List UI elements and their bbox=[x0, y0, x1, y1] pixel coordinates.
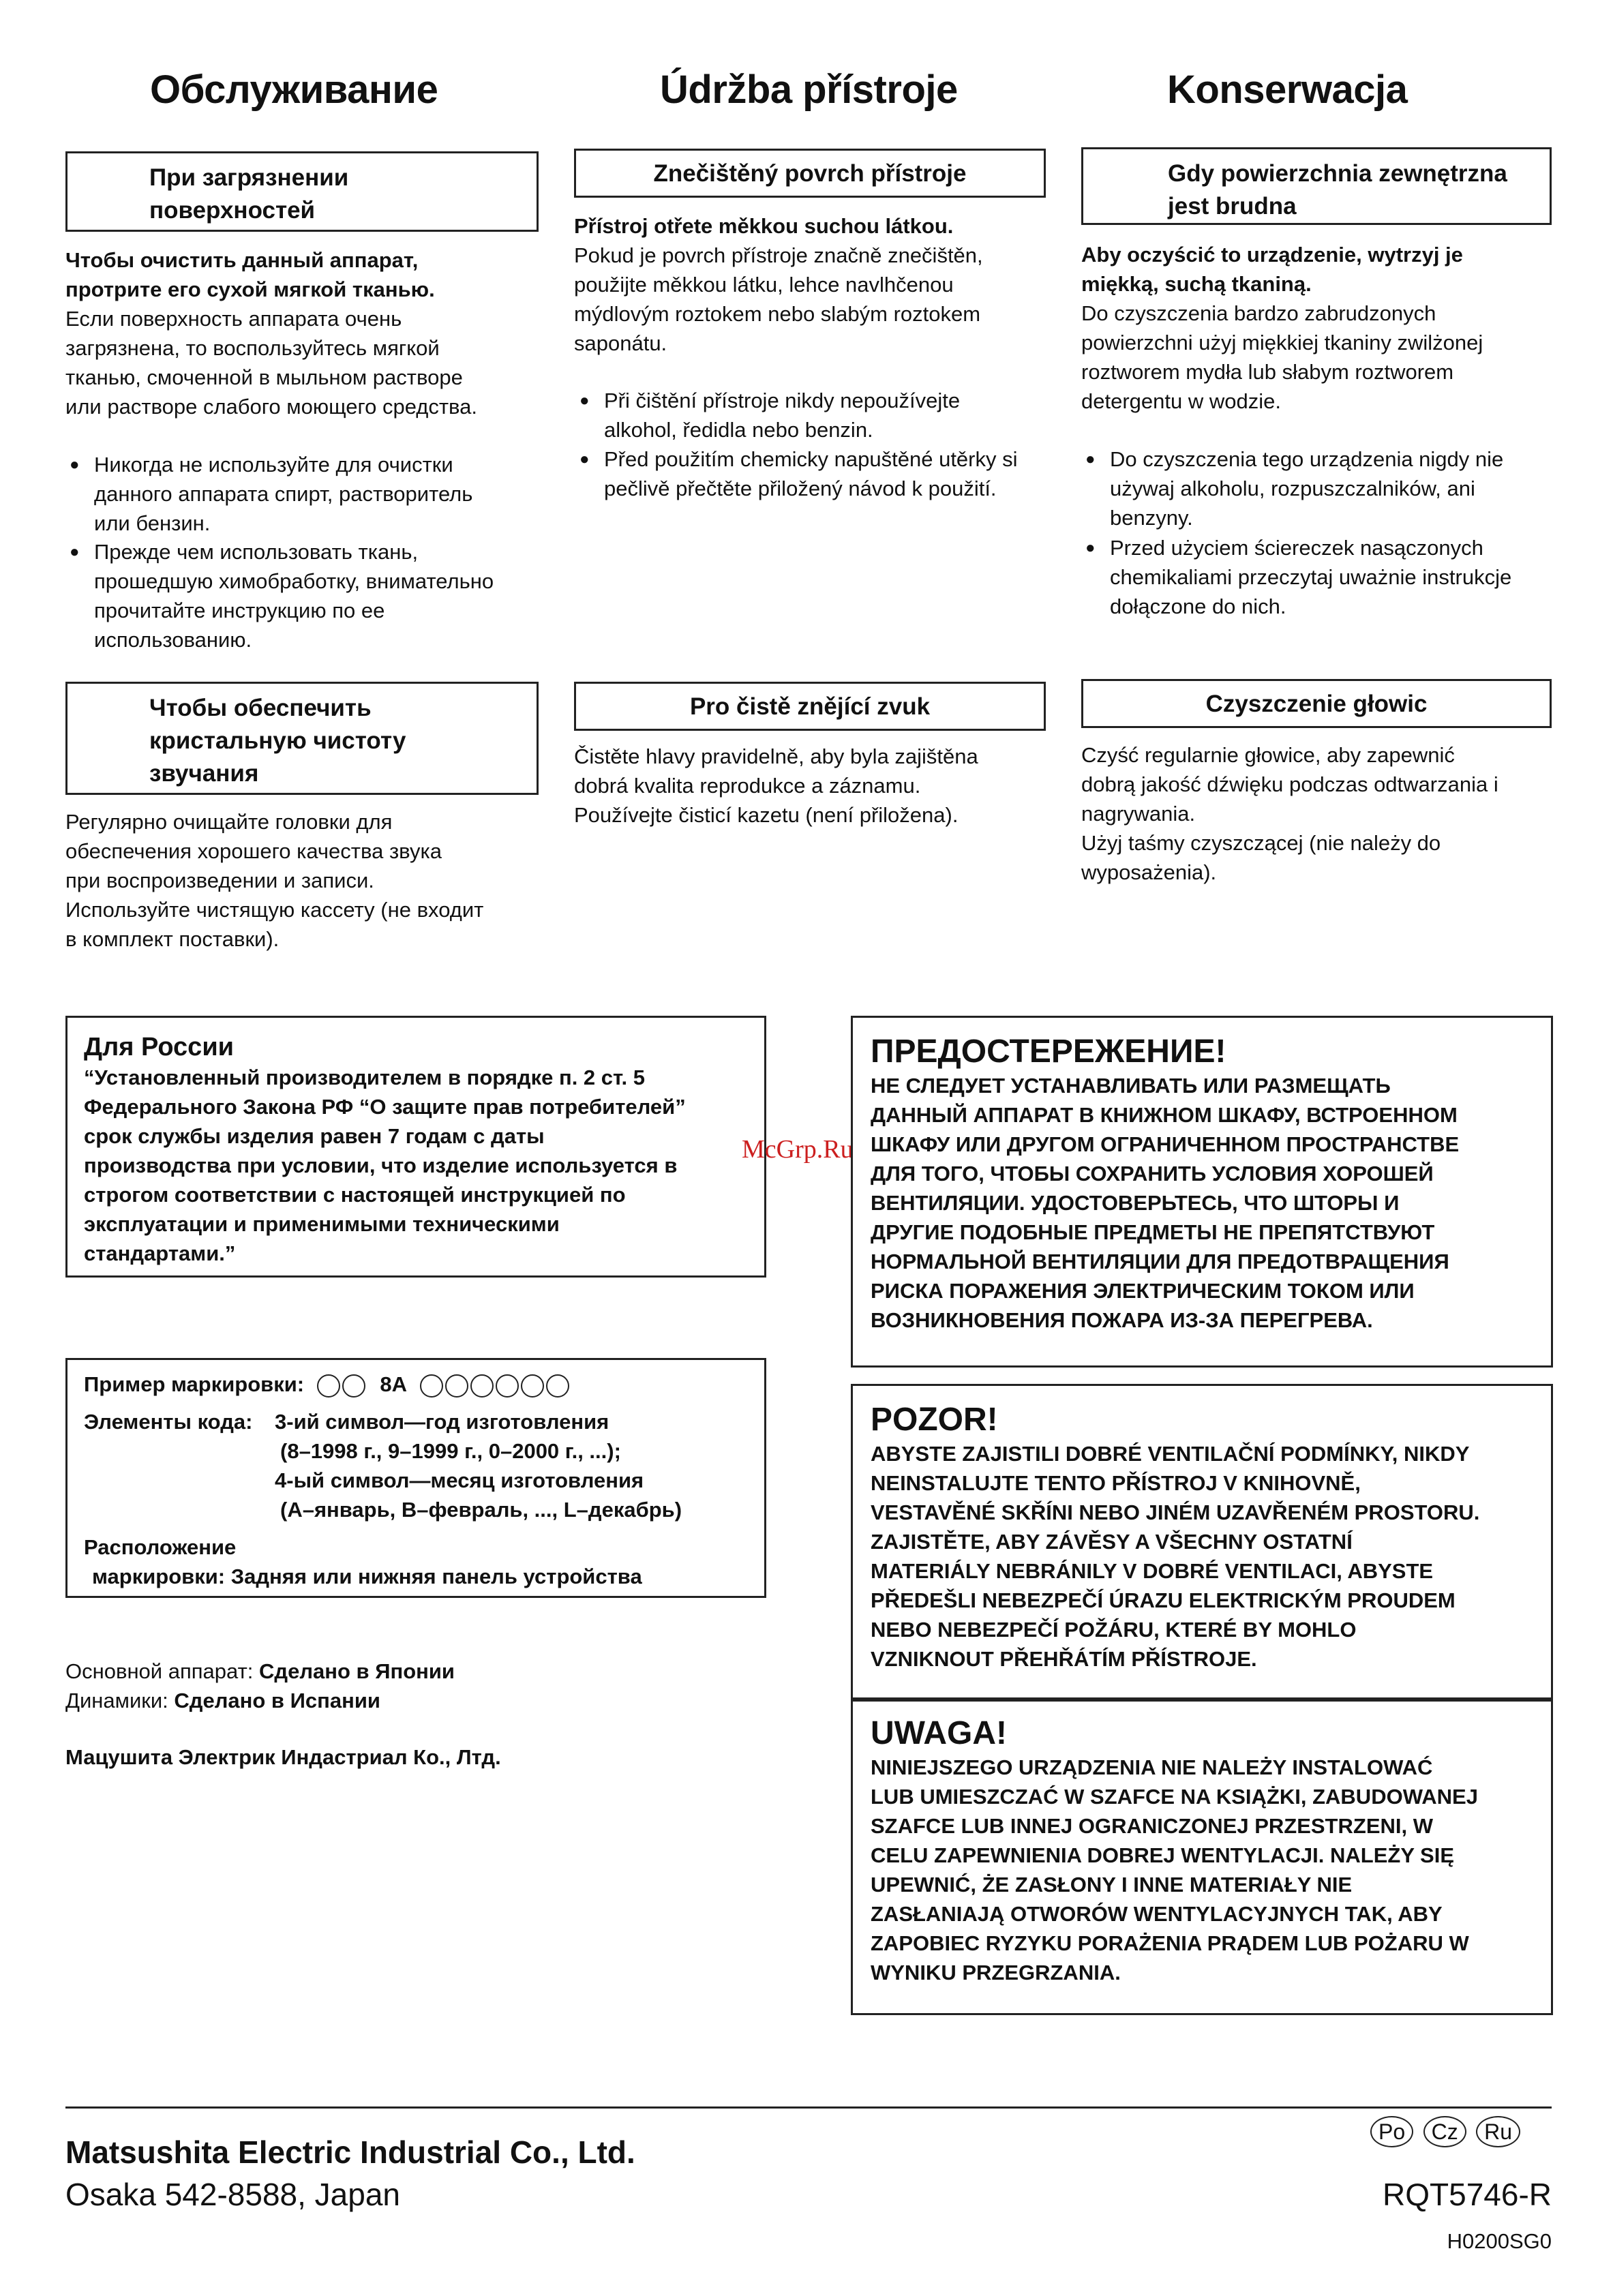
origin-speakers: Динамики: Сделано в Испании bbox=[65, 1689, 380, 1712]
ru-surface-box-line2: поверхностей bbox=[149, 197, 316, 224]
pl-heads-body: Czyść regularnie głowice, aby zapewnić dobrą jakość dźwięku podczas odtwarzania i nagrywania. Użyj taśmy czyszczącej (nie należy do wyposażenia). bbox=[1081, 743, 1498, 884]
marking-box bbox=[65, 1358, 766, 1598]
ru-body: Если поверхность аппарата очень загрязнена, то воспользуйтесь мягкой тканью, смоченной в мыльном растворе или растворе слабого моющего средства. bbox=[65, 307, 478, 419]
ru-heads-body: Регулярно очищайте головки для обеспечения хорошего качества звука при воспроизведении и записи. Используйте чистящую кассету (не входит в комплект поставки). bbox=[65, 810, 484, 951]
origin-main: Основной аппарат: Сделано в Японии bbox=[65, 1659, 455, 1683]
lang-badge-po: Po bbox=[1370, 2116, 1413, 2147]
cz-heads-box: Pro čistě znějící zvuk bbox=[574, 682, 1046, 731]
title-ru: Обслуживание bbox=[150, 67, 438, 112]
warning-cz bbox=[851, 1384, 1553, 1702]
warning-ru-text: НЕ СЛЕДУЕТ УСТАНАВЛИВАТЬ ИЛИ РАЗМЕЩАТЬ ДАННЫЙ АППАРАТ В КНИЖНОМ ШКАФУ, ВСТРОЕННОМ ШКАФУ ИЛИ ДРУГОМ ОГРАНИЧЕННОМ ПРОСТРАНСТВЕ ДЛЯ ТОГО, ЧТОБЫ СОХРАНИТЬ УСЛОВИЯ ХОРОШЕЙ ВЕНТИЛЯЦИИ. УДОСТОВЕРЬТЕСЬ, ЧТО ШТОРЫ И ДРУГИЕ ПОДОБНЫЕ ПРЕДМЕТЫ НЕ ПРЕПЯТСТВУЮТ НОРМАЛЬНОЙ ВЕНТИЛЯЦИИ ДЛЯ ПРЕДОТВРАЩЕНИЯ РИСКА ПОРАЖЕНИЯ ЭЛЕКТРИЧЕСКИМ ТОКОМ ИЛИ ВОЗНИКНОВЕНИЯ ПОЖАРА ИЗ-ЗА ПЕРЕГРЕВА. bbox=[871, 1074, 1460, 1332]
warning-ru bbox=[851, 1016, 1553, 1368]
cz-surface-box: Znečištěný povrch přístroje bbox=[574, 149, 1046, 198]
company-ru: Мацушита Электрик Индастриал Ко., Лтд. bbox=[65, 1745, 501, 1769]
cz-lead: Přístroj otřete měkkou suchou látkou. bbox=[574, 214, 954, 238]
pl-bullet-1: ● Do czyszczenia tego urządzenia nigdy nie używaj alkoholu, rozpuszczalników, ani benzyny. bbox=[1085, 444, 1580, 532]
ru-heads-box: Чтобы обеспечить кристальную чистоту звучания bbox=[65, 682, 539, 795]
cz-heads-body: Čistěte hlavy pravidelně, aby byla zajištěna dobrá kvalita reprodukce a záznamu. Používejte čisticí kazetu (není přiložena). bbox=[574, 744, 978, 827]
ru-bullet-2: ● Прежде чем использовать ткань, прошедшую химобработку, внимательно прочитайте инструкцию по ее использованию. bbox=[70, 537, 564, 654]
footer-company: Matsushita Electric Industrial Co., Ltd. bbox=[65, 2134, 635, 2170]
ru-bullet-1: ● Никогда не используйте для очистки данного аппарата спирт, растворитель или бензин. bbox=[70, 450, 564, 538]
footer-address: Osaka 542-8588, Japan bbox=[65, 2177, 401, 2212]
footer-divider bbox=[65, 2106, 1552, 2109]
cz-body: Pokud je povrch přístroje značně znečištěn, použijte měkkou látku, lehce navlhčenou mýdlovým roztokem nebo slabým roztokem saponátu. bbox=[574, 243, 983, 355]
russia-box-text: “Установленный производителем в порядке п. 2 ст. 5 Федерального Закона РФ “О защите прав потребителей” срок службы изделия равен 7 годам с даты производства при условии, что изделие используется в строгом соответствии с настоящей инструкцией по эксплуатации и применимыми техническими стандартами.” bbox=[84, 1066, 686, 1265]
cz-bullet-2: ● Před použitím chemicky napuštěné utěrky si pečlivě přečtěte přiložený návod k použití. bbox=[579, 444, 1074, 503]
lang-badge-cz: Cz bbox=[1423, 2116, 1466, 2147]
lang-badges bbox=[1363, 2116, 1520, 2147]
cz-bullet-1: ● Při čištění přístroje nikdy nepoužívejte alkohol, ředidla nebo benzin. bbox=[579, 386, 1074, 444]
marking-example: Пример маркировки: 8A bbox=[84, 1370, 764, 1399]
warning-pl-title: UWAGA! bbox=[871, 1715, 1007, 1751]
warning-cz-text: ABYSTE ZAJISTILI DOBRÉ VENTILAČNÍ PODMÍNKY, NIKDY NEINSTALUJTE TENTO PŘÍSTROJ V KNIHOVNĚ, VESTAVĚNÉ SKŘÍNI NEBO JINÉM UZAVŘENÉM PROSTORU. ZAJISTĚTE, ABY ZÁVĚSY A VŠECHNY OSTATNÍ MATERIÁLY NEBRÁNILY V DOBRÉ VENTILACI, ABYSTE PŘEDEŠLI NEBEZPEČÍ ÚRAZU ELEKTRICKÝM PROUDEM NEBO NEBEZPEČÍ POŽÁRU, KTERÉ BY MOHLO VZNIKNOUT PŘEHŘÁTÍM PŘÍSTROJE. bbox=[871, 1442, 1480, 1671]
warning-ru-title: ПРЕДОСТЕРЕЖЕНИЕ! bbox=[871, 1033, 1226, 1070]
ru-lead: Чтобы очистить данный аппарат, протрите его сухой мягкой тканью. bbox=[65, 248, 435, 301]
lang-badge-ru: Ru bbox=[1476, 2116, 1520, 2147]
title-pl: Konserwacja bbox=[1167, 67, 1408, 112]
marking-code: Элементы кода: 3-ий символ—год изготовления (8–1998 г., 9–1999 г., 0–2000 г., ...); 4-ый символ—месяц изготовления (А–январь, В–февраль, ..., L–декабрь) bbox=[84, 1410, 682, 1522]
russia-box-title: Для России bbox=[84, 1033, 235, 1061]
ru-surface-box bbox=[65, 151, 539, 232]
pl-heads-box: Czyszczenie głowic bbox=[1081, 679, 1552, 728]
pl-lead: Aby oczyścić to urządzenie, wytrzyj je miękką, suchą tkaniną. bbox=[1081, 243, 1463, 296]
warning-pl bbox=[851, 1697, 1553, 2015]
warning-cz-title: POZOR! bbox=[871, 1402, 998, 1438]
russia-box bbox=[65, 1016, 766, 1278]
ru-surface-box-line1: При загрязнении bbox=[149, 164, 349, 191]
watermark: McGrp.Ru bbox=[742, 1135, 854, 1164]
marking-location-label: Расположение bbox=[84, 1535, 237, 1559]
footer-code: H0200SG0 bbox=[1447, 2229, 1552, 2253]
marking-location-value: маркировки: Задняя или нижняя панель устройства bbox=[92, 1565, 642, 1588]
pl-body: Do czyszczenia bardzo zabrudzonych powierzchni użyj miękkiej tkaniny zwilżonej roztworem mydła lub słabym roztworem detergentu w wodzie. bbox=[1081, 301, 1483, 413]
pl-bullet-2: ● Przed użyciem ściereczek nasączonych chemikaliami przeczytaj uważnie instrukcje dołączone do nich. bbox=[1085, 533, 1580, 621]
warning-pl-text: NINIEJSZEGO URZĄDZENIA NIE NALEŻY INSTALOWAĆ LUB UMIESZCZAĆ W SZAFCE NA KSIĄŻKI, ZABUDOWANEJ SZAFCE LUB INNEJ OGRANICZONEJ PRZESTRZENI, W CELU ZAPEWNIENIA DOBREJ WENTYLACJI. NALEŻY SIĘ UPEWNIĆ, ŻE ZASŁONY I INNE MATERIAŁY NIE ZASŁANIAJĄ OTWORÓW WENTYLACYJNYCH TAK, ABY ZAPOBIEC RYZYKU PORAŻENIA PRĄDEM LUB POŻARU W WYNIKU PRZEGRZANIA. bbox=[871, 1755, 1478, 1984]
footer-model: RQT5746-R bbox=[1383, 2177, 1552, 2212]
title-cz: Údržba přístroje bbox=[660, 67, 958, 112]
pl-surface-box: Gdy powierzchnia zewnętrzna jest brudna bbox=[1081, 147, 1552, 225]
